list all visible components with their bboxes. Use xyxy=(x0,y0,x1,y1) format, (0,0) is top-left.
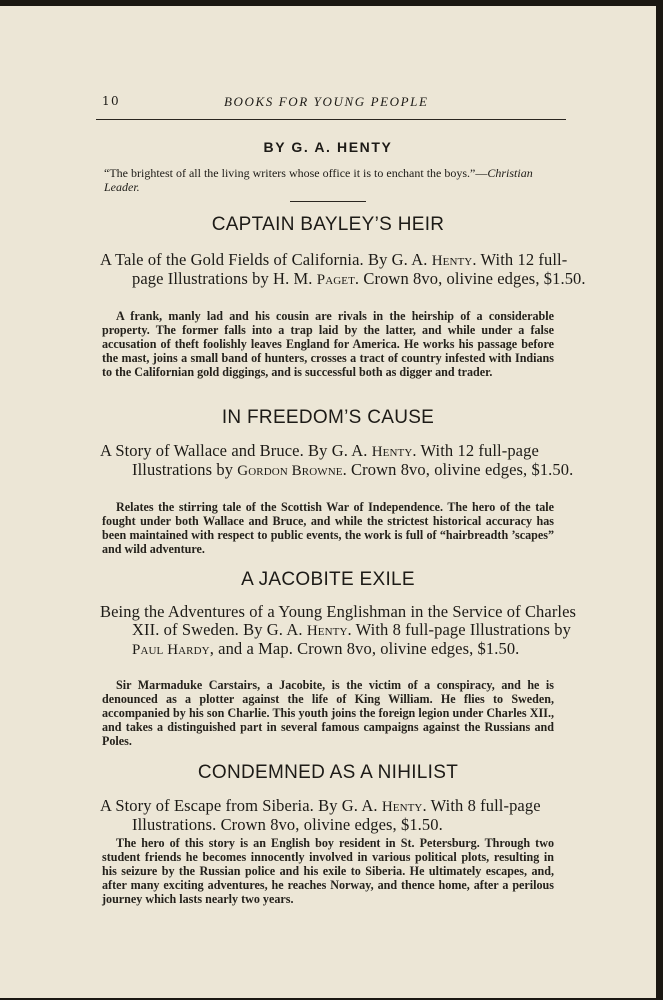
book-title: CONDEMNED AS A NIHILIST xyxy=(197,762,459,783)
meta-text: A Tale of the Gold Fields of California. By G. A. xyxy=(100,250,432,269)
book-description: Sir Marmaduke Carstairs, a Jacobite, is the victim of a conspiracy, and he is denounced as a plotter against the life of King William. He flies to Sweden, accompanied by his son Charlie. This youth joins the foreign legion under Charles XII., and takes a distinguished part in several famous campaigns against the Russians and Poles. xyxy=(102,678,554,748)
author-name: Henty xyxy=(431,253,473,269)
book-title: CAPTAIN BAYLEY’S HEIR xyxy=(211,214,445,235)
book-meta xyxy=(100,797,588,835)
book-meta xyxy=(100,603,588,659)
illustrator-name: Paul Hardy xyxy=(132,642,210,658)
section-rule xyxy=(290,201,366,202)
book-meta xyxy=(100,251,588,289)
book-page xyxy=(0,6,656,998)
meta-text: . With 12 full-page Illustrations by H. M. xyxy=(132,250,568,288)
illustrator-name: Gordon Browne xyxy=(237,463,343,479)
meta-text: . With 8 full-page Illustrations. Crown 8vo, olivine edges, $1.50. xyxy=(132,796,541,834)
meta-text: A Story of Wallace and Bruce. By G. A. xyxy=(100,441,372,460)
author-name: Henty xyxy=(371,444,413,460)
book-title: IN FREEDOM’S CAUSE xyxy=(221,407,435,428)
book-description: Relates the stirring tale of the Scottish War of Independence. The hero of the tale fought under both Wallace and Bruce, and while the strictest historical accuracy has been maintained with respect to public events, the work is full of “hairbreadth ’scapes” and wild adventure. xyxy=(102,500,554,556)
meta-text: , and a Map. Crown 8vo, olivine edges, $1.50. xyxy=(209,639,520,658)
illustrator-name: Paget xyxy=(316,272,355,288)
meta-text: . Crown 8vo, olivine edges, $1.50. xyxy=(342,460,574,479)
book-title: A JACOBITE EXILE xyxy=(241,569,415,590)
author-heading: BY G. A. HENTY xyxy=(263,139,393,155)
meta-text: . With 8 full-page Illustrations by xyxy=(347,620,571,639)
header-rule xyxy=(96,119,566,120)
meta-text: . With 12 full-page Illustrations by xyxy=(132,441,539,479)
author-name: Henty xyxy=(381,799,423,815)
author-name: Henty xyxy=(306,623,348,639)
meta-text: A Story of Escape from Siberia. By G. A. xyxy=(100,796,382,815)
book-description: The hero of this story is an English boy resident in St. Petersburg. Through two student friends he becomes innocently involved in various political plots, resulting in his seizure by the Russian police and his exile to Siberia. He ultimately escapes, and, after many exciting adventures, he reaches Norway, and thence home, after a perilous journey which lasts nearly two years. xyxy=(102,836,554,906)
meta-text: . Crown 8vo, olivine edges, $1.50. xyxy=(354,269,586,288)
running-title: BOOKS FOR YOUNG PEOPLE xyxy=(224,94,429,109)
quote-text: “The brightest of all the living writers whose office it is to enchant the boys.”— xyxy=(104,166,488,180)
quote-source: Christian Leader. xyxy=(104,166,533,194)
page-number: 10 xyxy=(102,94,121,108)
meta-text: Being the Adventures of a Young Englishman in the Service of Charles XII. of Sweden. By G. A. xyxy=(100,602,577,639)
book-description: A frank, manly lad and his cousin are rivals in the heirship of a considerable property. The former falls into a trap laid by the latter, and while under a false accusation of theft foolishly leaves England for America. He works his passage before the mast, joins a small band of hunters, crosses a tract of country infested with Indians to the Californian gold diggings, and is successful both as digger and trader. xyxy=(102,309,554,379)
author-quote xyxy=(104,166,554,194)
book-meta xyxy=(100,442,588,480)
